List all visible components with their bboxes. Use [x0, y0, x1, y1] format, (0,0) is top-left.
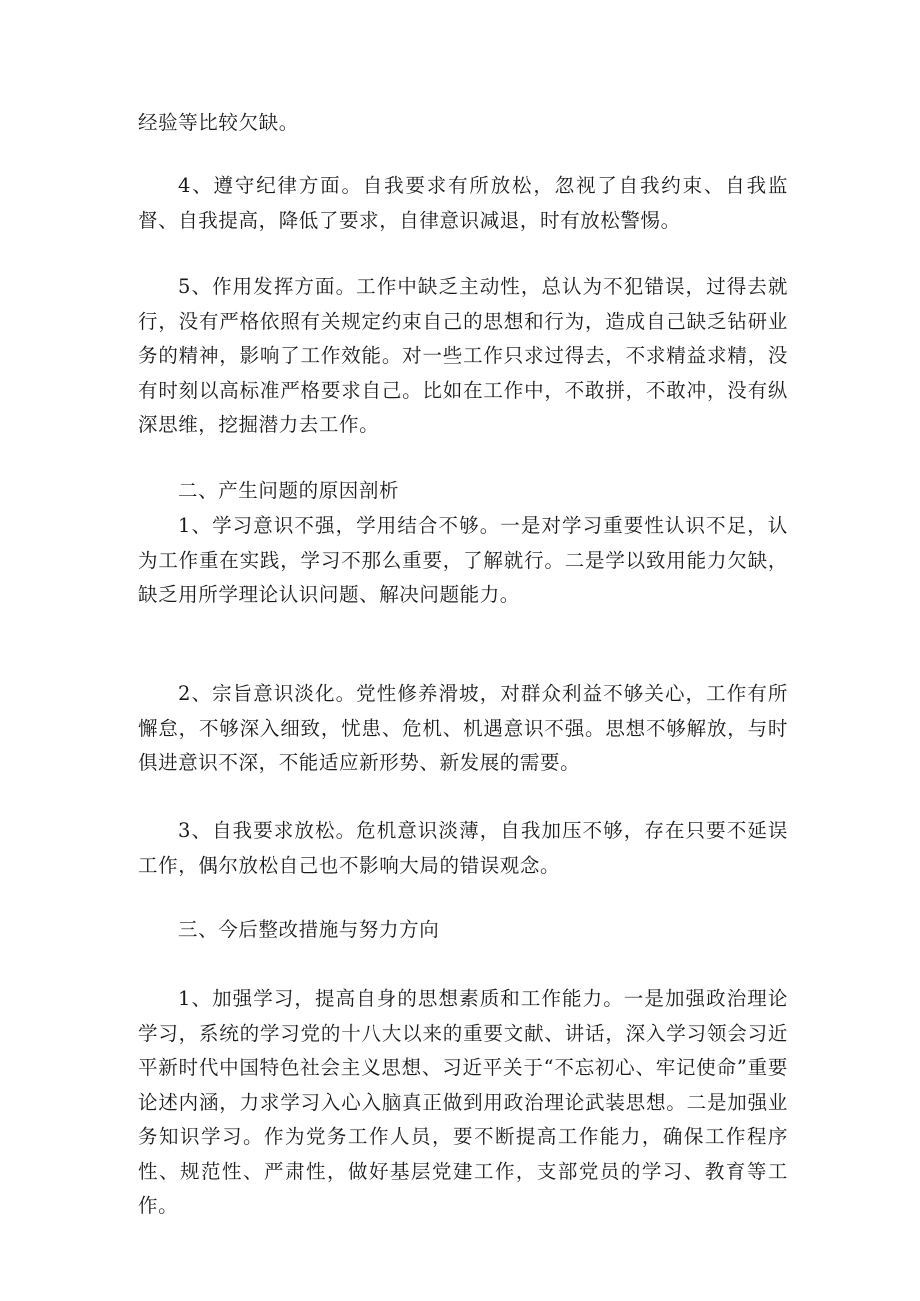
- paragraph-continuation: 经验等比较欠缺。: [138, 111, 299, 134]
- paragraph-cause-study: 1、学习意识不强，学用结合不够。一是对学习重要性认识不足，认为工作重在实践，学习不那么重要，了解就行。二是学以致用能力欠缺，缺乏用所学理论认识问题、解决问题能力。: [138, 514, 788, 606]
- section-heading-causes: 二、产生问题的原因剖析: [178, 479, 400, 502]
- section-heading-measures: 三、今后整改措施与努力方向: [178, 918, 440, 941]
- paragraph-cause-purpose: 2、宗旨意识淡化。党性修养滑坡，对群众利益不够关心，工作有所懈怠，不够深入细致，忧患、危机、机遇意识不强。思想不够解放，与时俱进意识不深，不能适应新形势、新发展的需要。: [138, 682, 788, 774]
- paragraph-cause-self: 3、自我要求放松。危机意识淡薄，自我加压不够，存在只要不延误工作，偶尔放松自己也不影响大局的错误观念。: [138, 819, 788, 877]
- paragraph-role: 5、作用发挥方面。工作中缺乏主动性，总认为不犯错误，过得去就行，没有严格依照有关规定约束自己的思想和行为，造成自己缺乏钻研业务的精神，影响了工作效能。对一些工作只求过得去，不求精益求精，没有时刻以高标准严格要求自己。比如在工作中，不敢拼，不敢冲，没有纵深思维，挖掘潜力去工作。: [138, 275, 788, 436]
- paragraph-measure-study: 1、加强学习，提高自身的思想素质和工作能力。一是加强政治理论学习，系统的学习党的十八大以来的重要文献、讲话，深入学习领会习近平新时代中国特色社会主义思想、习近平关于“不忘初心、牢记使命”重要论述内涵，力求学习入心入脑真正做到用政治理论武装思想。二是加强业务知识学习。作为党务工作人员，要不断提高工作能力，确保工作程序性、规范性、严肃性，做好基层党建工作，支部党员的学习、教育等工作。: [138, 987, 788, 1217]
- paragraph-discipline: 4、遵守纪律方面。自我要求有所放松，忽视了自我约束、自我监督、自我提高，降低了要求，自律意识减退，时有放松警惕。: [138, 174, 788, 232]
